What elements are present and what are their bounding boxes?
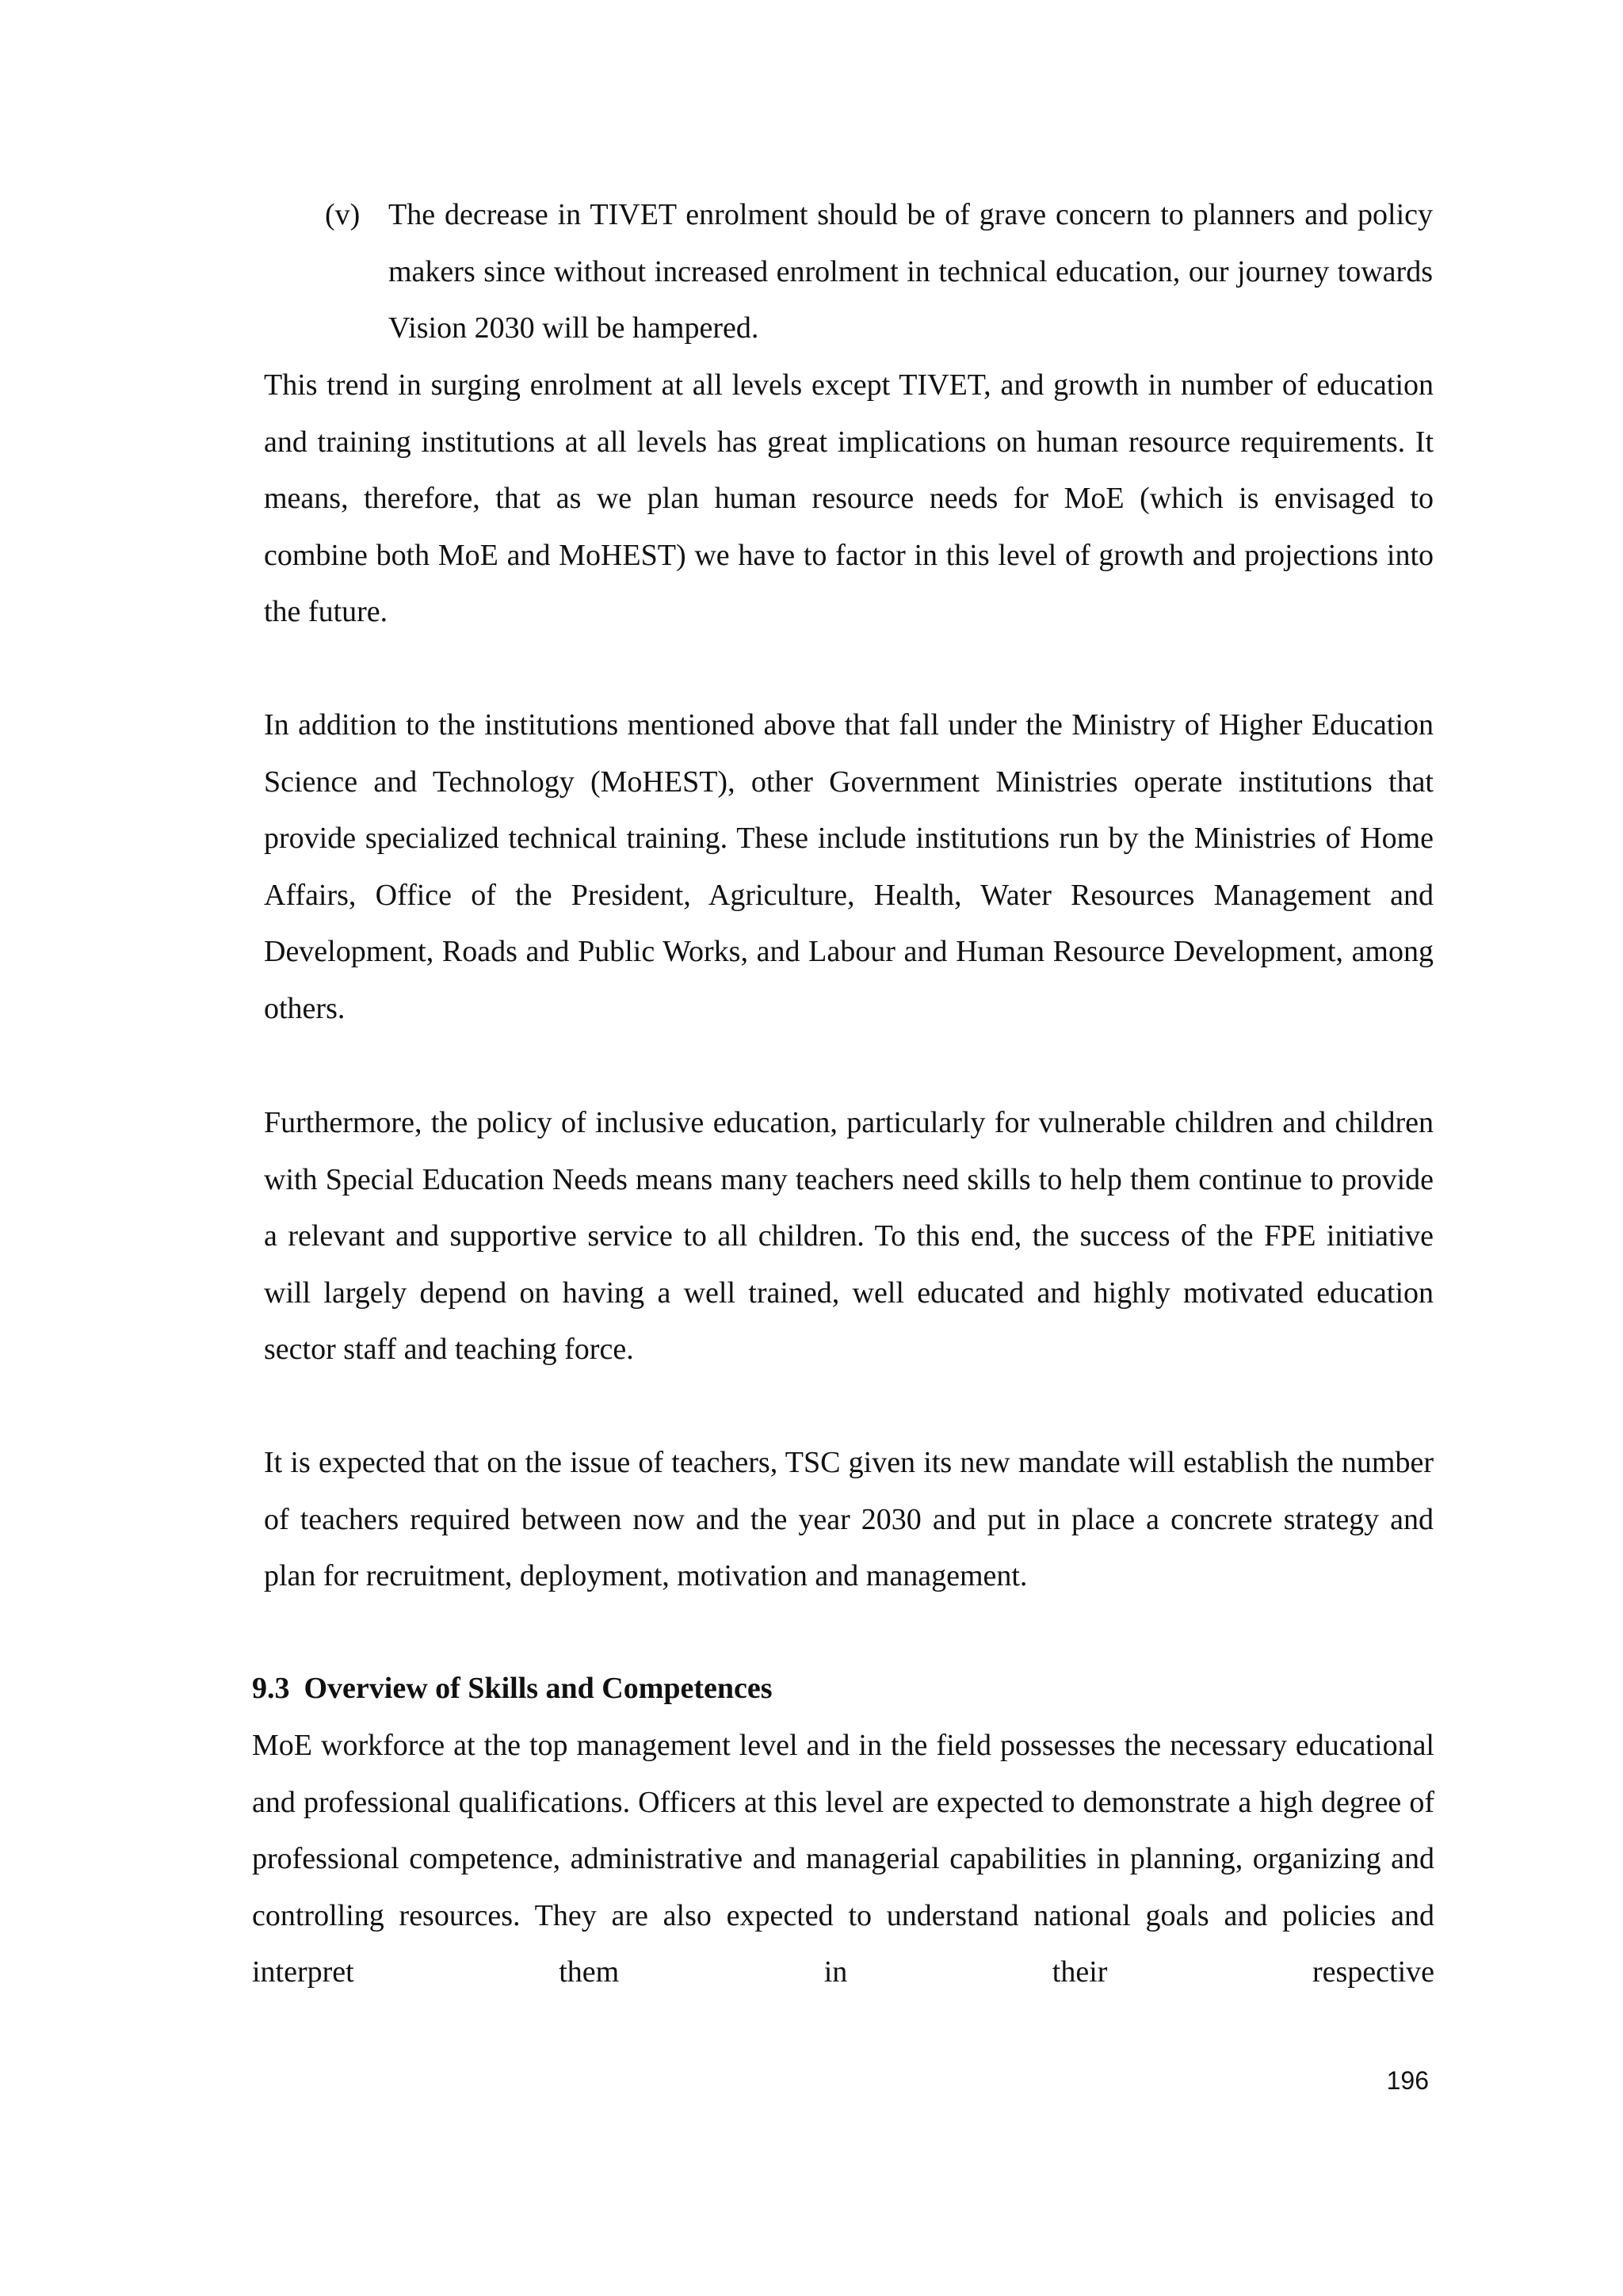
paragraph-skills-overview: MoE workforce at the top management level and in the field possesses the necessary educational and professional qualifications. Officers at this level are expected to demonstrate a high degree of professional competence, administrative and managerial capabilities in planning, organizing and controlling resources. They are also expected to understand national goals and policies and interpret them in their respective bbox=[252, 1729, 1434, 1989]
page-number: 196 bbox=[1386, 2066, 1429, 2095]
paragraph-enrolment-trend: This trend in surging enrolment at all levels except TIVET, and growth in number of education and training institutions at all levels has great implications on human resource requirements. It means, therefore, that as we plan human resource needs for MoE (which is envisaged to combine both MoE and MoHEST) we have to factor in this level of growth and projections into the future. bbox=[264, 368, 1434, 628]
list-marker: (v) bbox=[325, 198, 361, 231]
list-item-text: The decrease in TIVET enrolment should be of grave concern to planners and policy makers since without increased enrolment in technical education, our journey towards Vision 2030 will be hampered. bbox=[388, 198, 1433, 345]
paragraph-inclusive-education: Furthermore, the policy of inclusive education, particularly for vulnerable children and children with Special Education Needs means many teachers need skills to help them continue to provide a relevant and supportive service to all children. To this end, the success of the FPE initiative will largely depend on having a well trained, well educated and highly motivated education sector staff and teaching force. bbox=[264, 1106, 1434, 1366]
section-heading bbox=[252, 1661, 773, 1718]
paragraph-other-ministries: In addition to the institutions mentioned above that fall under the Ministry of Higher Education Science and Technology (MoHEST), other Government Ministries operate institutions that provide specialized technical training. These include institutions run by the Ministries of Home Affairs, Office of the President, Agriculture, Health, Water Resources Management and Development, Roads and Public Works, and Labour and Human Resource Development, among others. bbox=[264, 708, 1434, 1025]
section-title: Overview of Skills and Competences bbox=[304, 1672, 773, 1705]
section-number: 9.3 bbox=[252, 1672, 290, 1705]
paragraph-tsc-teachers: It is expected that on the issue of teachers, TSC given its new mandate will establish the number of teachers required between now and the year 2030 and put in place a concrete strategy and plan for recruitment, deployment, motivation and management. bbox=[264, 1446, 1434, 1592]
